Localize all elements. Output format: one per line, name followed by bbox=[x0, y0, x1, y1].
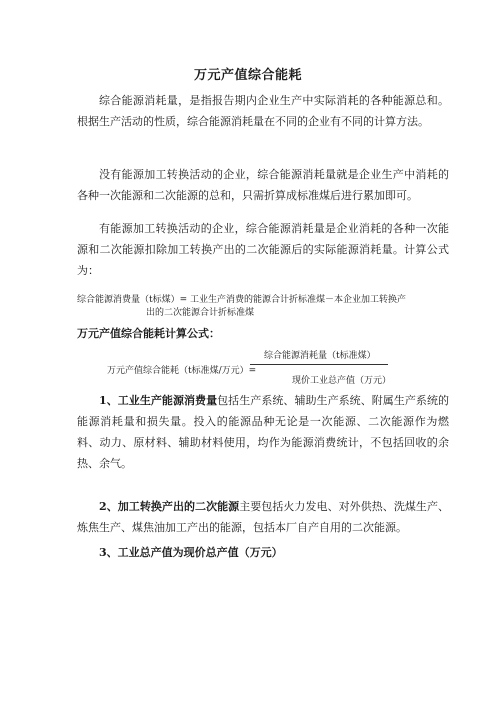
consumption-formula bbox=[77, 294, 457, 320]
energy-intensity-formula bbox=[0, 348, 496, 388]
item-2-heading: 2、加工转换产出的二次能源 bbox=[99, 500, 240, 513]
item-2-text: 主要包括火力发电、对外供热、洗煤生产、炼焦生产、煤焦油加工产出的能源，包括本厂自产自用的二次能源。 bbox=[77, 500, 449, 534]
item-1 bbox=[77, 390, 449, 474]
formula-left-side: 万元产值综合能耗（t标准煤/万元）= bbox=[107, 366, 257, 376]
item-3 bbox=[77, 542, 449, 563]
paragraph-definition: 综合能源消耗量，是指报告期内企业生产中实际消耗的各种能源总和。根据生产活动的性质，综合能源消耗量在不同的企业有不同的计算方法。 bbox=[77, 94, 449, 128]
item-1-heading: 1、工业生产能源消费量 bbox=[99, 394, 218, 407]
paragraph-with-conversion: 有能源加工转换活动的企业，综合能源消耗量是企业消耗的各种一次能源和二次能源扣除加工转换产出的二次能源后的实际能源消耗量。计算公式为： bbox=[77, 222, 449, 277]
item-1-text: 包括生产系统、辅助生产系统、附属生产系统的能源消耗量和损失量。投入的能源品种无论是一次能源、二次能源作为燃料、动力、原材料、辅助材料使用，均作为能源消费统计，不包括回收的余热、余气。 bbox=[77, 394, 450, 470]
formula-subheading: 万元产值综合能耗计算公式： bbox=[77, 327, 220, 340]
consumption-formula-line1: 综合能源消费量（t标煤）= 工业生产消费的能源合计折标准煤－本企业加工转换产 bbox=[77, 295, 407, 305]
formula-denominator: 现价工业总产值（万元） bbox=[292, 376, 392, 386]
page-title: 万元产值综合能耗 bbox=[193, 68, 302, 83]
paragraph-no-conversion: 没有能源加工转换活动的企业，综合能源消耗量就是企业生产中消耗的各种一次能源和二次能源的总和，只需折算成标准煤后进行累加即可。 bbox=[77, 168, 449, 202]
consumption-formula-line2: 出的二次能源合计折标准煤 bbox=[146, 308, 255, 318]
item-3-heading: 3、工业总产值为现价总产值（万元） bbox=[99, 546, 283, 559]
fraction-bar bbox=[250, 364, 388, 365]
formula-numerator: 综合能源消耗量（t标准煤） bbox=[264, 351, 376, 361]
item-2 bbox=[77, 496, 449, 538]
